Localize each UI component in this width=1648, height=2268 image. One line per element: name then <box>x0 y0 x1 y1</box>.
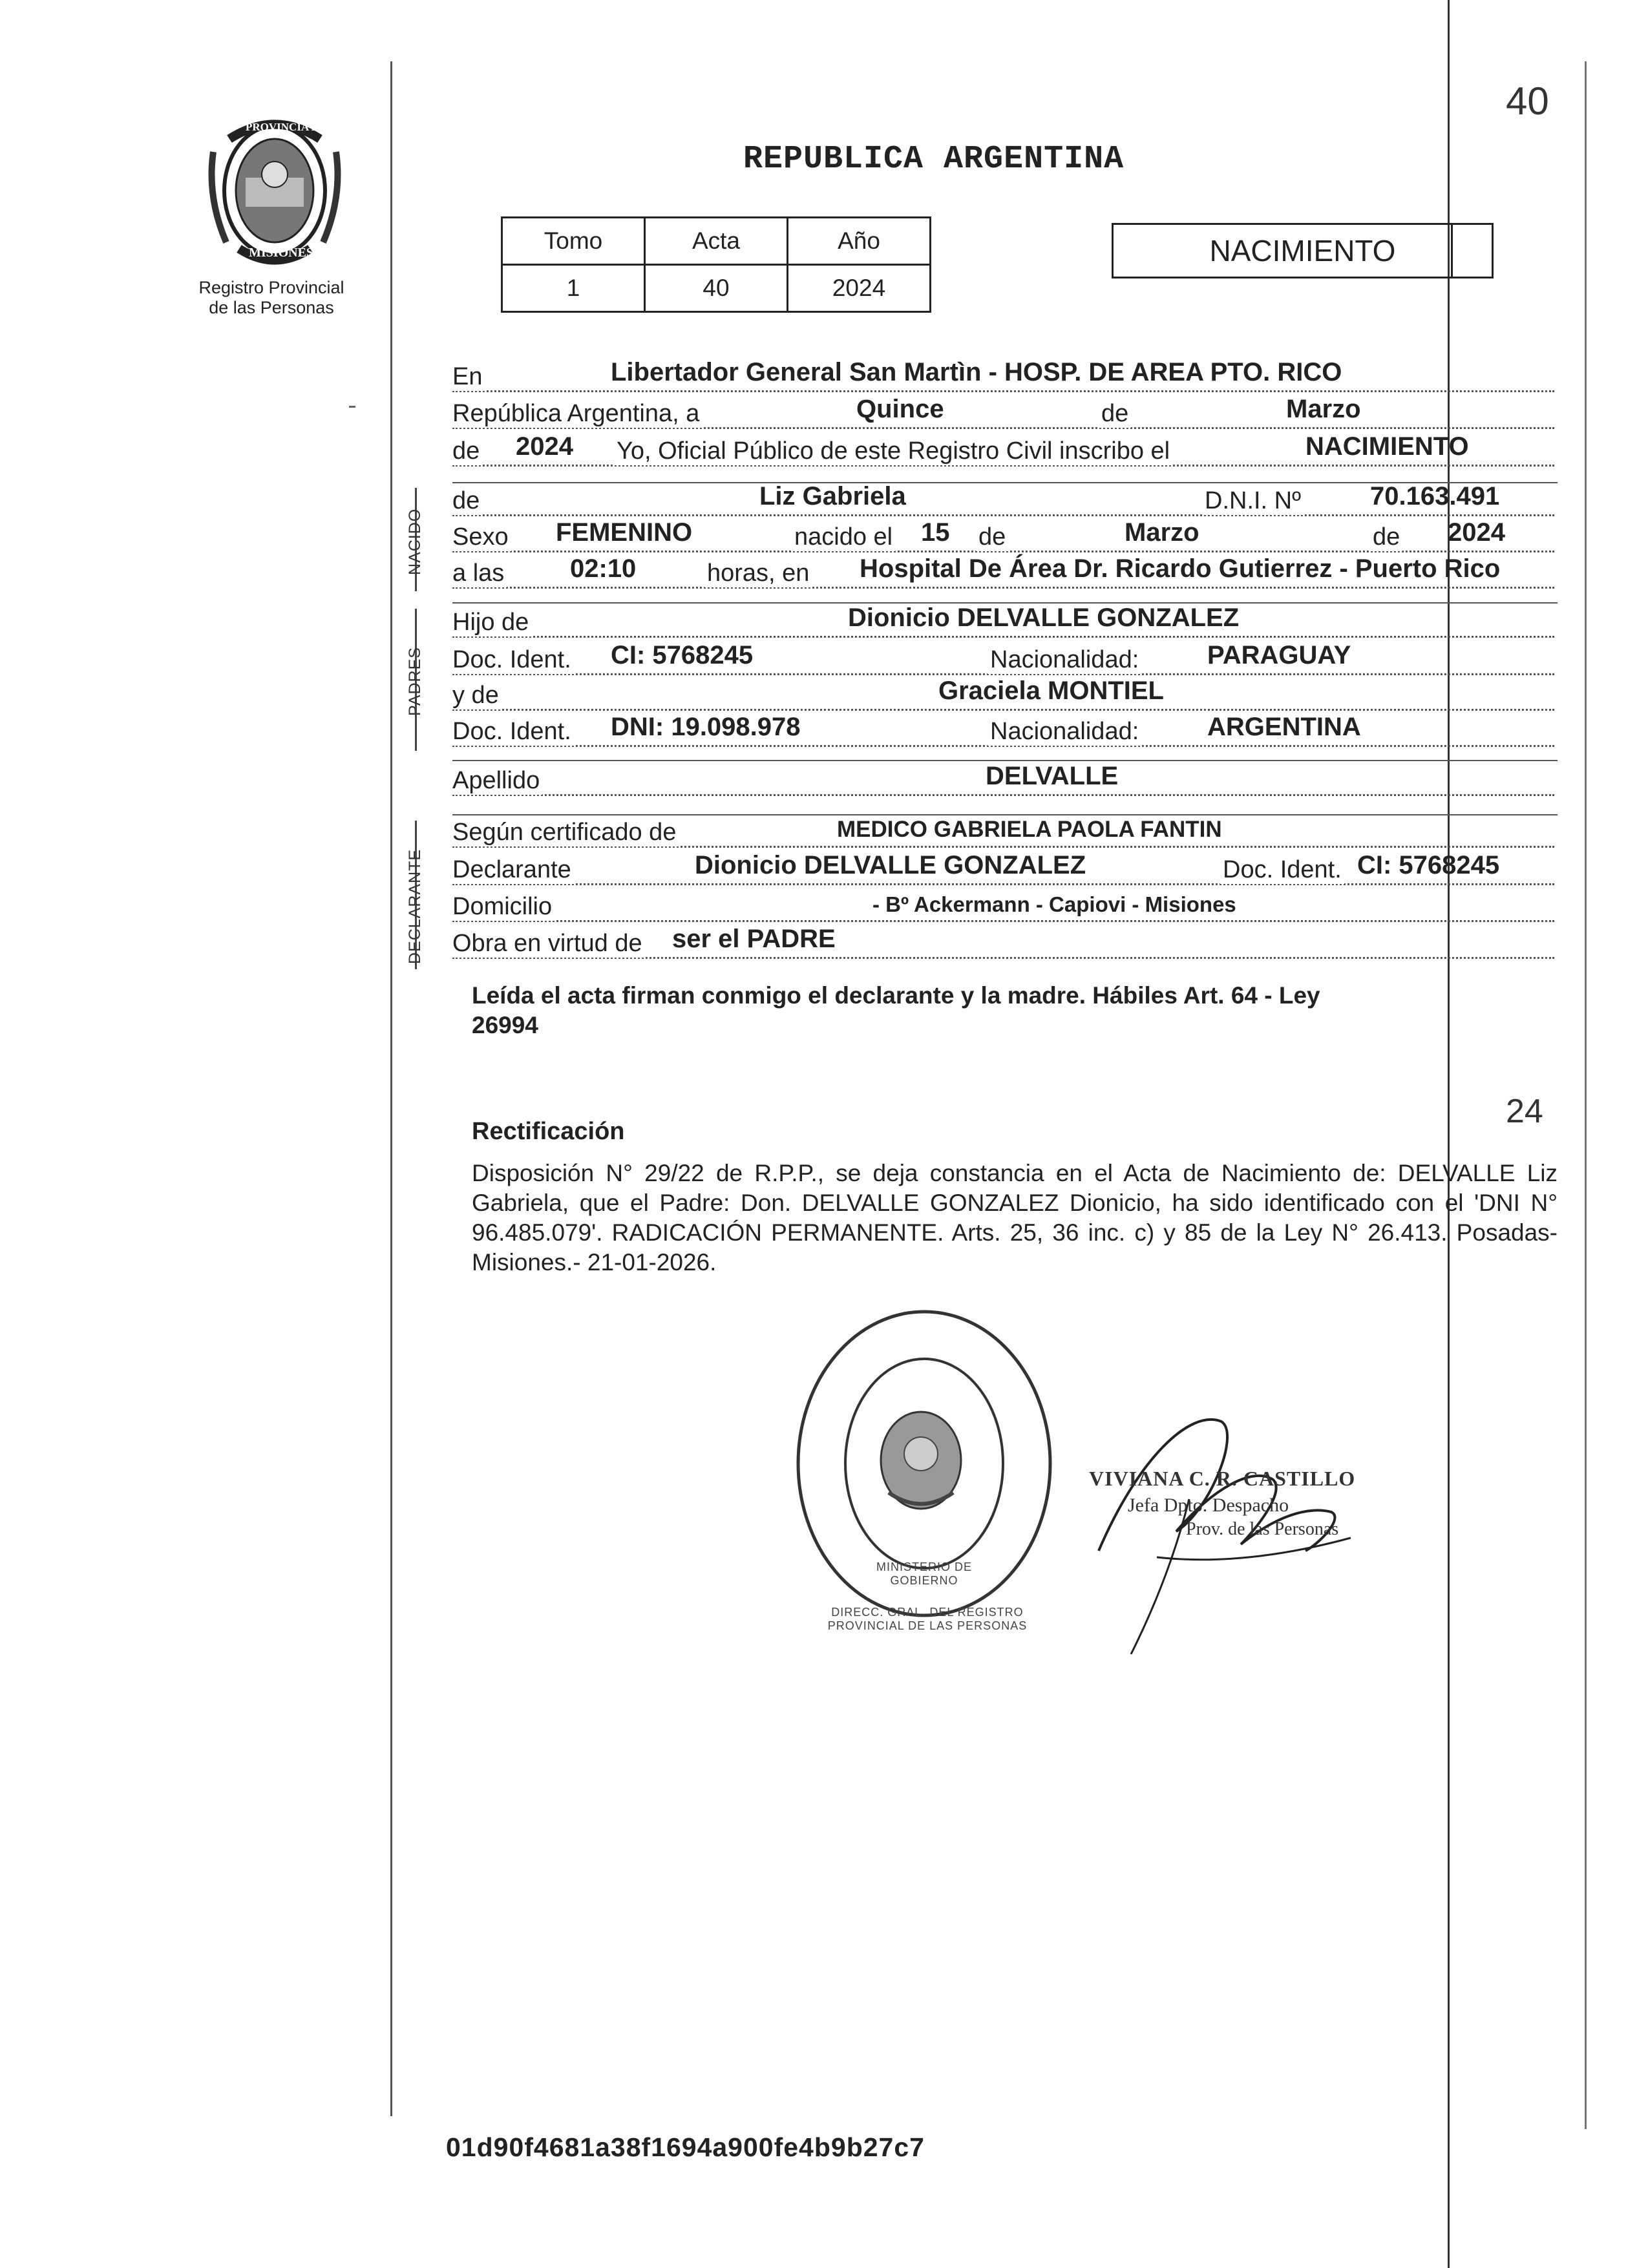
label-nationality-mother: Nacionalidad: <box>988 718 1141 746</box>
header-acta: Acta <box>645 218 788 265</box>
signature-block <box>1089 1467 1425 1540</box>
rectification-title: Rectificación <box>472 1118 625 1145</box>
header-tomo: Tomo <box>502 218 645 265</box>
label-a-las: a las <box>452 560 507 587</box>
label-domicilio: Domicilio <box>452 893 555 921</box>
mother-doc: DNI: 19.098.978 <box>611 713 801 741</box>
birth-year: 2024 <box>1448 518 1505 547</box>
label-declarante: Declarante <box>452 856 574 884</box>
label-doc-mother: Doc. Ident. <box>452 718 574 746</box>
certificate-value: MEDICO GABRIELA PAOLA FANTIN <box>837 817 1222 842</box>
closing-note <box>472 981 1320 1040</box>
separator <box>452 760 1558 761</box>
value-acta: 40 <box>645 265 788 312</box>
father-name: Dionicio DELVALLE GONZALEZ <box>848 604 1240 632</box>
inscribe-value: NACIMIENTO <box>1305 432 1469 461</box>
row-time <box>452 554 1554 595</box>
row-certificate <box>452 817 1554 854</box>
label-de-name: de <box>452 487 482 515</box>
name-value: Liz Gabriela <box>759 482 906 510</box>
seal-outer-text: DIRECC. GRAL. DEL REGISTRO PROVINCIAL DE LAS PERSONAS <box>827 1606 1028 1632</box>
label-horas: horas, en <box>704 560 812 587</box>
emblem-text-top: PROVINCIA DE <box>246 121 327 133</box>
document-hash: 01d90f4681a38f1694a900fe4b9b27c7 <box>446 2132 925 2162</box>
father-nationality: PARAGUAY <box>1207 641 1351 669</box>
label-nacido-el: nacido el <box>792 523 895 551</box>
rectification-side-number: 24 <box>1506 1093 1543 1130</box>
label-oficial: Yo, Oficial Público de este Registro Civil inscribo el <box>614 437 1172 465</box>
year-value: 2024 <box>516 432 573 461</box>
label-nationality-father: Nacionalidad: <box>988 646 1141 674</box>
dotted-line <box>452 587 1554 589</box>
signatory-unit: Prov. de las Personas <box>1186 1519 1339 1539</box>
signatory-role: Jefa Dpto. Despacho <box>1128 1495 1289 1516</box>
page-number: 40 <box>1506 79 1549 123</box>
sex-value: FEMENINO <box>556 518 693 547</box>
signatory-name: VIVIANA C. R. CASTILLO <box>1089 1467 1356 1490</box>
separator <box>452 814 1558 815</box>
label-republica: República Argentina, a <box>452 400 702 428</box>
label-apellido: Apellido <box>452 767 542 795</box>
birth-month: Marzo <box>1125 518 1199 547</box>
far-right-line <box>1585 61 1587 2129</box>
surname-value: DELVALLE <box>986 762 1119 790</box>
record-table-value-row <box>502 265 931 312</box>
dotted-line <box>452 920 1554 922</box>
dotted-line <box>452 636 1554 638</box>
section-label-padres: PADRES <box>406 647 424 716</box>
row-obra <box>452 925 1554 965</box>
dotted-line <box>452 514 1554 516</box>
registry-label-line1: Registro Provincial <box>198 278 344 297</box>
seal-inner-text: MINISTERIO DE GOBIERNO <box>876 1560 972 1587</box>
dni-value: 70.163.491 <box>1370 482 1500 510</box>
document-title: REPUBLICA ARGENTINA <box>743 141 1125 178</box>
label-obra: Obra en virtud de <box>452 930 645 958</box>
record-table <box>501 216 931 313</box>
record-type-label: NACIMIENTO <box>1209 234 1396 268</box>
place-value: Libertador General San Martìn - HOSP. DE AREA PTO. RICO <box>611 358 1342 386</box>
registry-label-line2: de las Personas <box>209 298 334 317</box>
mother-name: Graciela MONTIEL <box>938 677 1164 705</box>
month-value: Marzo <box>1286 395 1361 423</box>
dotted-line <box>452 883 1554 885</box>
registry-label <box>174 278 368 318</box>
left-dash <box>349 406 355 408</box>
record-type-box <box>1112 223 1494 278</box>
closing-note-line1: Leída el acta firman conmigo el declarante y la madre. Hábiles Art. 64 - Ley <box>472 982 1320 1009</box>
label-en: En <box>452 363 485 391</box>
row-date <box>452 395 1554 436</box>
value-anio: 2024 <box>788 265 931 312</box>
birth-day: 15 <box>921 518 950 547</box>
label-hijo-de: Hijo de <box>452 609 531 636</box>
closing-note-line2: 26994 <box>472 1012 538 1038</box>
label-de-year: de <box>452 437 482 465</box>
left-margin-line <box>390 61 392 2116</box>
father-doc: CI: 5768245 <box>611 641 754 669</box>
label-sexo: Sexo <box>452 523 511 551</box>
record-type-divider <box>1451 225 1453 277</box>
label-dni: D.N.I. Nº <box>1202 487 1304 515</box>
emblem-text-bottom: MISIONES <box>249 246 314 260</box>
official-seal <box>792 1302 1063 1632</box>
row-father <box>452 604 1554 644</box>
declarant-doc: CI: 5768245 <box>1357 851 1500 879</box>
dotted-line <box>452 794 1554 796</box>
label-y-de: y de <box>452 682 502 709</box>
row-mother-doc <box>452 713 1554 753</box>
section-label-declarante: DECLARANTE <box>406 848 424 964</box>
label-de-month: de <box>1099 400 1131 428</box>
address-value: - Bº Ackermann - Capiovi - Misiones <box>872 892 1236 916</box>
row-address <box>452 892 1554 929</box>
dotted-line <box>452 390 1554 392</box>
label-doc-declarant: Doc. Ident. <box>1220 856 1344 884</box>
row-declarant <box>452 851 1554 892</box>
right-margin-line <box>1448 0 1450 2268</box>
declarant-value: Dionicio DELVALLE GONZALEZ <box>695 851 1086 879</box>
birth-place: Hospital De Área Dr. Ricardo Gutierrez - Puerto Rico <box>860 554 1501 583</box>
header-anio: Año <box>788 218 931 265</box>
label-doc-father: Doc. Ident. <box>452 646 574 674</box>
dotted-line <box>452 709 1554 711</box>
row-place <box>452 358 1554 399</box>
obra-value: ser el PADRE <box>672 925 836 953</box>
value-tomo: 1 <box>502 265 645 312</box>
day-value: Quince <box>856 395 944 423</box>
mother-nationality: ARGENTINA <box>1207 713 1361 741</box>
record-table-header-row <box>502 218 931 265</box>
label-de-birth-month: de <box>976 523 1008 551</box>
birth-time: 02:10 <box>570 554 637 583</box>
label-segun: Según certificado de <box>452 819 679 846</box>
row-inscribe <box>452 432 1554 473</box>
row-surname <box>452 762 1554 803</box>
section-label-nacido: NACIDO <box>406 508 424 575</box>
rectification-body: Disposición N° 29/22 de R.P.P., se deja constancia en el Acta de Nacimiento de: DELVALLE Liz Gabriela, que el Padre: Don. DELVALLE GONZALEZ Dionicio, ha sido identificado con el 'DNI N° 96.485.079'. RADICACIÓN PERMANENTE. Arts. 25, 36 inc. c) y 85 de la Ley N° 26.413. Posadas- Misiones.- 21-01-2026. <box>472 1160 1558 1276</box>
label-de-birth-year: de <box>1370 523 1402 551</box>
province-emblem <box>200 113 349 275</box>
